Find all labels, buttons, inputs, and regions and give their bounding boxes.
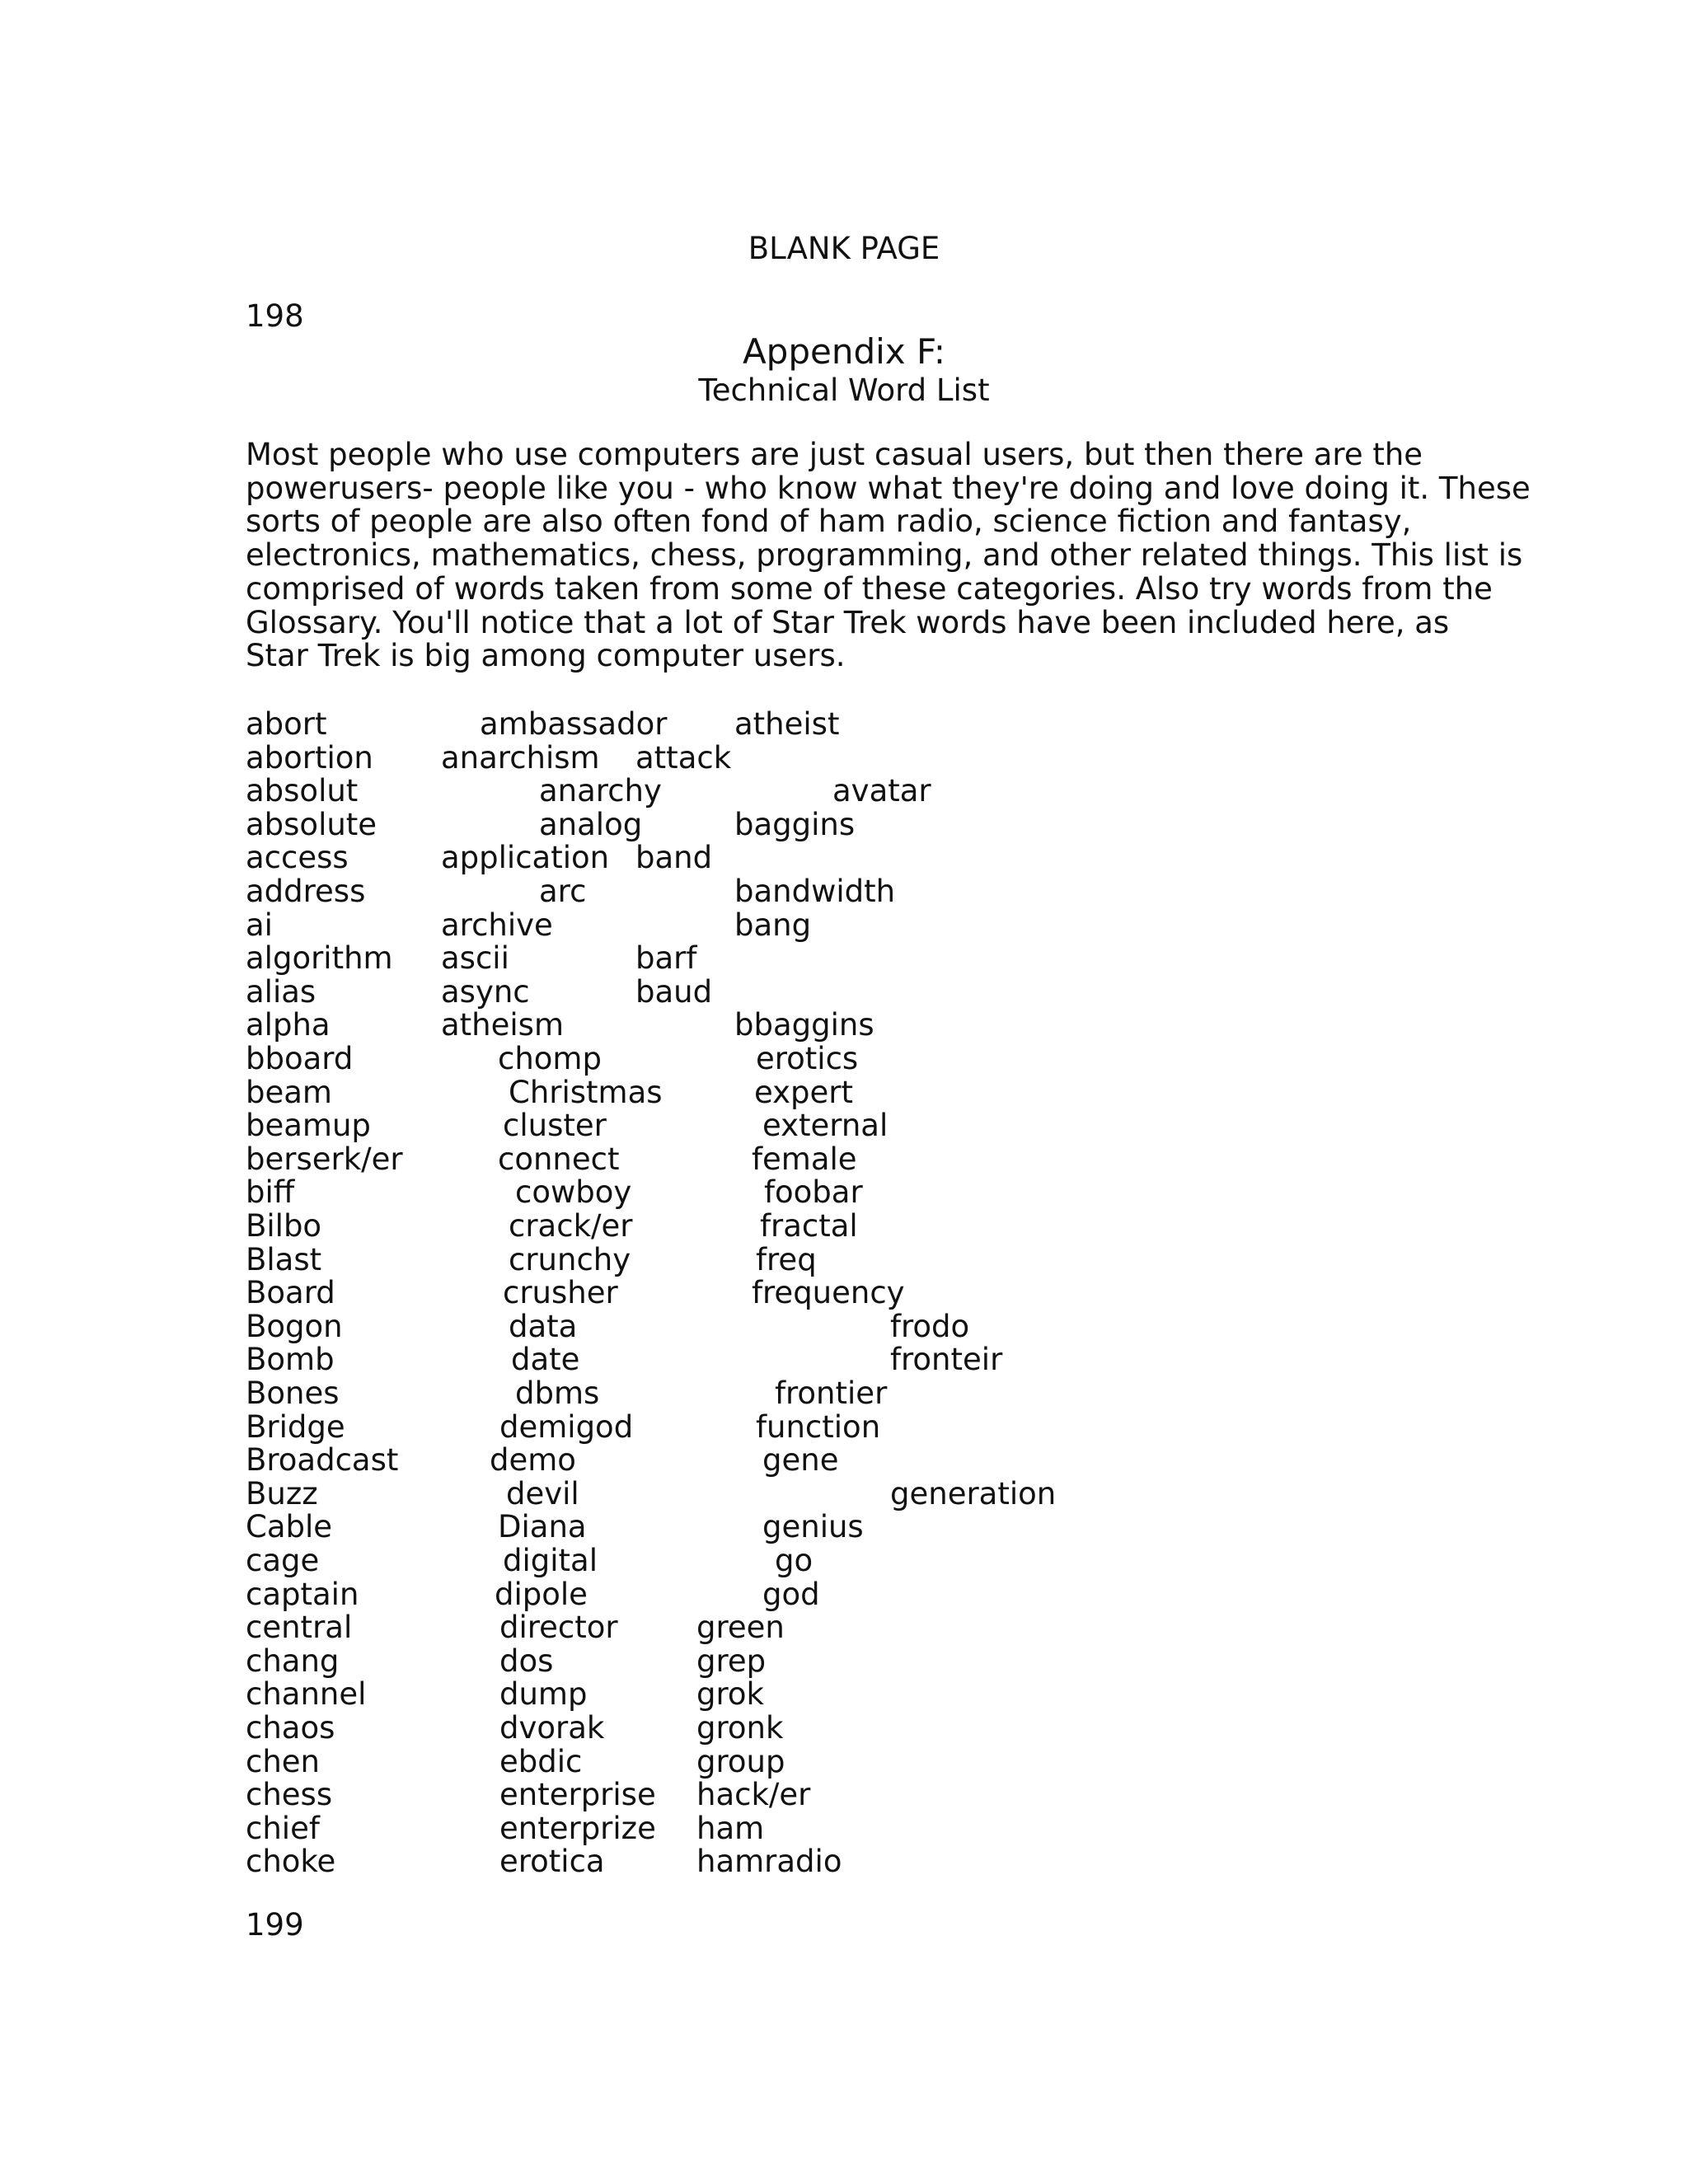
intro-line: sorts of people are also often fond of ham radio, science fiction and fantasy, — [246, 504, 1412, 540]
word-list-entry: address — [246, 874, 366, 909]
word-list-entry: green — [696, 1610, 785, 1646]
word-list-entry: Buzz — [246, 1475, 318, 1511]
word-list-entry: absolute — [246, 806, 377, 842]
word-list-entry: Blast — [246, 1241, 322, 1277]
word-list-entry: external — [762, 1108, 889, 1144]
word-list-entry: anarchism — [441, 739, 600, 776]
word-list-entry: Cable — [246, 1509, 333, 1545]
word-list-entry: bboard — [246, 1041, 354, 1076]
word-list-entry: erotica — [499, 1844, 605, 1880]
word-list-entry: date — [511, 1342, 580, 1378]
word-list-entry: algorithm — [246, 940, 393, 977]
word-list-entry: cage — [246, 1543, 320, 1578]
word-list-entry: demo — [490, 1442, 576, 1479]
word-list-entry: grok — [696, 1676, 764, 1713]
word-list-entry: analog — [539, 806, 643, 842]
word-list-entry: bandwidth — [734, 874, 896, 909]
word-list-entry: alias — [246, 973, 316, 1010]
word-list-entry: enterprize — [499, 1810, 656, 1846]
word-list-entry: expert — [754, 1074, 853, 1110]
word-list-entry: bang — [734, 907, 812, 943]
word-list-entry: barf — [635, 940, 697, 977]
intro-line: Glossary. You'll notice that a lot of Star Trek words have been included here, as — [246, 604, 1450, 640]
word-list-entry: chief — [246, 1810, 320, 1846]
word-list-entry: Diana — [498, 1509, 587, 1545]
word-list-entry: access — [246, 840, 349, 876]
word-list-entry: chen — [246, 1743, 321, 1779]
word-list-entry: application — [441, 840, 610, 876]
word-list-entry: crack/er — [509, 1208, 633, 1244]
word-list-entry: beam — [246, 1074, 332, 1110]
word-list-entry: Christmas — [509, 1074, 663, 1110]
word-list-entry: chang — [246, 1643, 340, 1679]
word-list-entry: avatar — [832, 773, 931, 809]
word-list-entry: central — [246, 1610, 353, 1646]
word-list-entry: baud — [635, 973, 713, 1010]
word-list-entry: ai — [246, 907, 273, 943]
word-list-entry: Board — [246, 1275, 335, 1311]
word-list-entry: fractal — [760, 1208, 858, 1244]
word-list-entry: god — [762, 1576, 820, 1612]
appendix-title: Appendix F: — [742, 331, 946, 372]
word-list-entry: dos — [499, 1643, 554, 1679]
word-list-entry: atheist — [734, 706, 840, 742]
word-list-entry: captain — [246, 1576, 359, 1612]
word-list-entry: attack — [635, 739, 732, 776]
word-list-entry: chess — [246, 1777, 333, 1813]
blank-page-heading: BLANK PAGE — [748, 231, 940, 266]
word-list-entry: chaos — [246, 1710, 335, 1746]
word-list-entry: frequency — [752, 1275, 905, 1311]
word-list-entry: enterprise — [499, 1777, 656, 1813]
word-list-entry: band — [635, 840, 713, 876]
word-list-entry: demigod — [499, 1408, 634, 1445]
word-list-entry: foobar — [764, 1174, 863, 1211]
word-list-entry: devil — [506, 1475, 579, 1511]
page-number-bottom: 199 — [246, 1907, 304, 1943]
word-list-entry: ham — [696, 1810, 765, 1846]
page-number-top: 198 — [246, 298, 304, 334]
word-list-entry: alpha — [246, 1007, 331, 1043]
word-list-entry: crusher — [503, 1275, 618, 1311]
word-list-entry: grep — [696, 1643, 767, 1679]
word-list-entry: generation — [890, 1475, 1057, 1511]
word-list-entry: abortion — [246, 739, 373, 776]
word-list-entry: dump — [499, 1676, 588, 1713]
word-list-entry: dvorak — [499, 1710, 605, 1746]
word-list-entry: bbaggins — [734, 1007, 874, 1043]
word-list-entry: genius — [762, 1509, 864, 1545]
word-list-entry: channel — [246, 1676, 367, 1713]
word-list-entry: ascii — [441, 940, 509, 977]
word-list-entry: arc — [539, 874, 587, 909]
word-list-entry: freq — [756, 1241, 817, 1277]
word-list-entry: Bilbo — [246, 1208, 322, 1244]
word-list-entry: group — [696, 1743, 785, 1779]
word-list-entry: cluster — [503, 1108, 607, 1144]
intro-line: comprised of words taken from some of these categories. Also try words from the — [246, 570, 1493, 607]
intro-line: Star Trek is big among computer users. — [246, 638, 846, 674]
word-list-entry: berserk/er — [246, 1141, 403, 1177]
word-list-entry: hack/er — [696, 1777, 811, 1813]
word-list-entry: director — [499, 1610, 618, 1646]
word-list-entry: biff — [246, 1174, 295, 1211]
word-list-entry: ebdic — [499, 1743, 583, 1779]
word-list-entry: beamup — [246, 1108, 371, 1144]
word-list-entry: connect — [498, 1141, 620, 1177]
word-list-entry: Bridge — [246, 1408, 345, 1445]
word-list-entry: baggins — [734, 806, 856, 842]
appendix-subtitle: Technical Word List — [698, 373, 990, 408]
word-list-entry: choke — [246, 1844, 336, 1880]
word-list-entry: chomp — [498, 1041, 602, 1076]
word-list-entry: function — [756, 1408, 881, 1445]
word-list-entry: gronk — [696, 1710, 784, 1746]
word-list-entry: crunchy — [509, 1241, 631, 1277]
word-list-entry: data — [509, 1308, 578, 1344]
word-list-entry: dbms — [515, 1376, 600, 1411]
word-list-entry: atheism — [441, 1007, 564, 1043]
word-list-entry: absolut — [246, 773, 359, 809]
word-list-entry: ambassador — [480, 706, 668, 742]
intro-line: electronics, mathematics, chess, programming, and other related things. This list is — [246, 537, 1523, 574]
word-list-entry: Bones — [246, 1376, 340, 1411]
word-list-entry: Broadcast — [246, 1442, 399, 1479]
word-list-entry: go — [775, 1543, 814, 1578]
word-list-entry: digital — [503, 1543, 598, 1578]
intro-line: powerusers- people like you - who know what they're doing and love doing it. These — [246, 470, 1531, 506]
intro-line: Most people who use computers are just casual users, but then there are the — [246, 437, 1423, 472]
word-list-entry: female — [752, 1141, 857, 1177]
word-list-entry: async — [441, 973, 530, 1010]
word-list-entry: gene — [762, 1442, 839, 1479]
word-list-entry: dipole — [495, 1576, 588, 1612]
word-list-entry: archive — [441, 907, 553, 943]
word-list-entry: frodo — [890, 1308, 970, 1344]
word-list-entry: Bogon — [246, 1308, 343, 1344]
word-list-entry: cowboy — [515, 1174, 632, 1211]
word-list-entry: Bomb — [246, 1342, 335, 1378]
word-list-entry: hamradio — [696, 1844, 842, 1880]
word-list-entry: abort — [246, 706, 327, 742]
word-list-entry: frontier — [775, 1376, 888, 1411]
word-list-entry: erotics — [756, 1041, 859, 1076]
word-list-entry: fronteir — [890, 1342, 1003, 1378]
word-list-entry: anarchy — [539, 773, 662, 809]
